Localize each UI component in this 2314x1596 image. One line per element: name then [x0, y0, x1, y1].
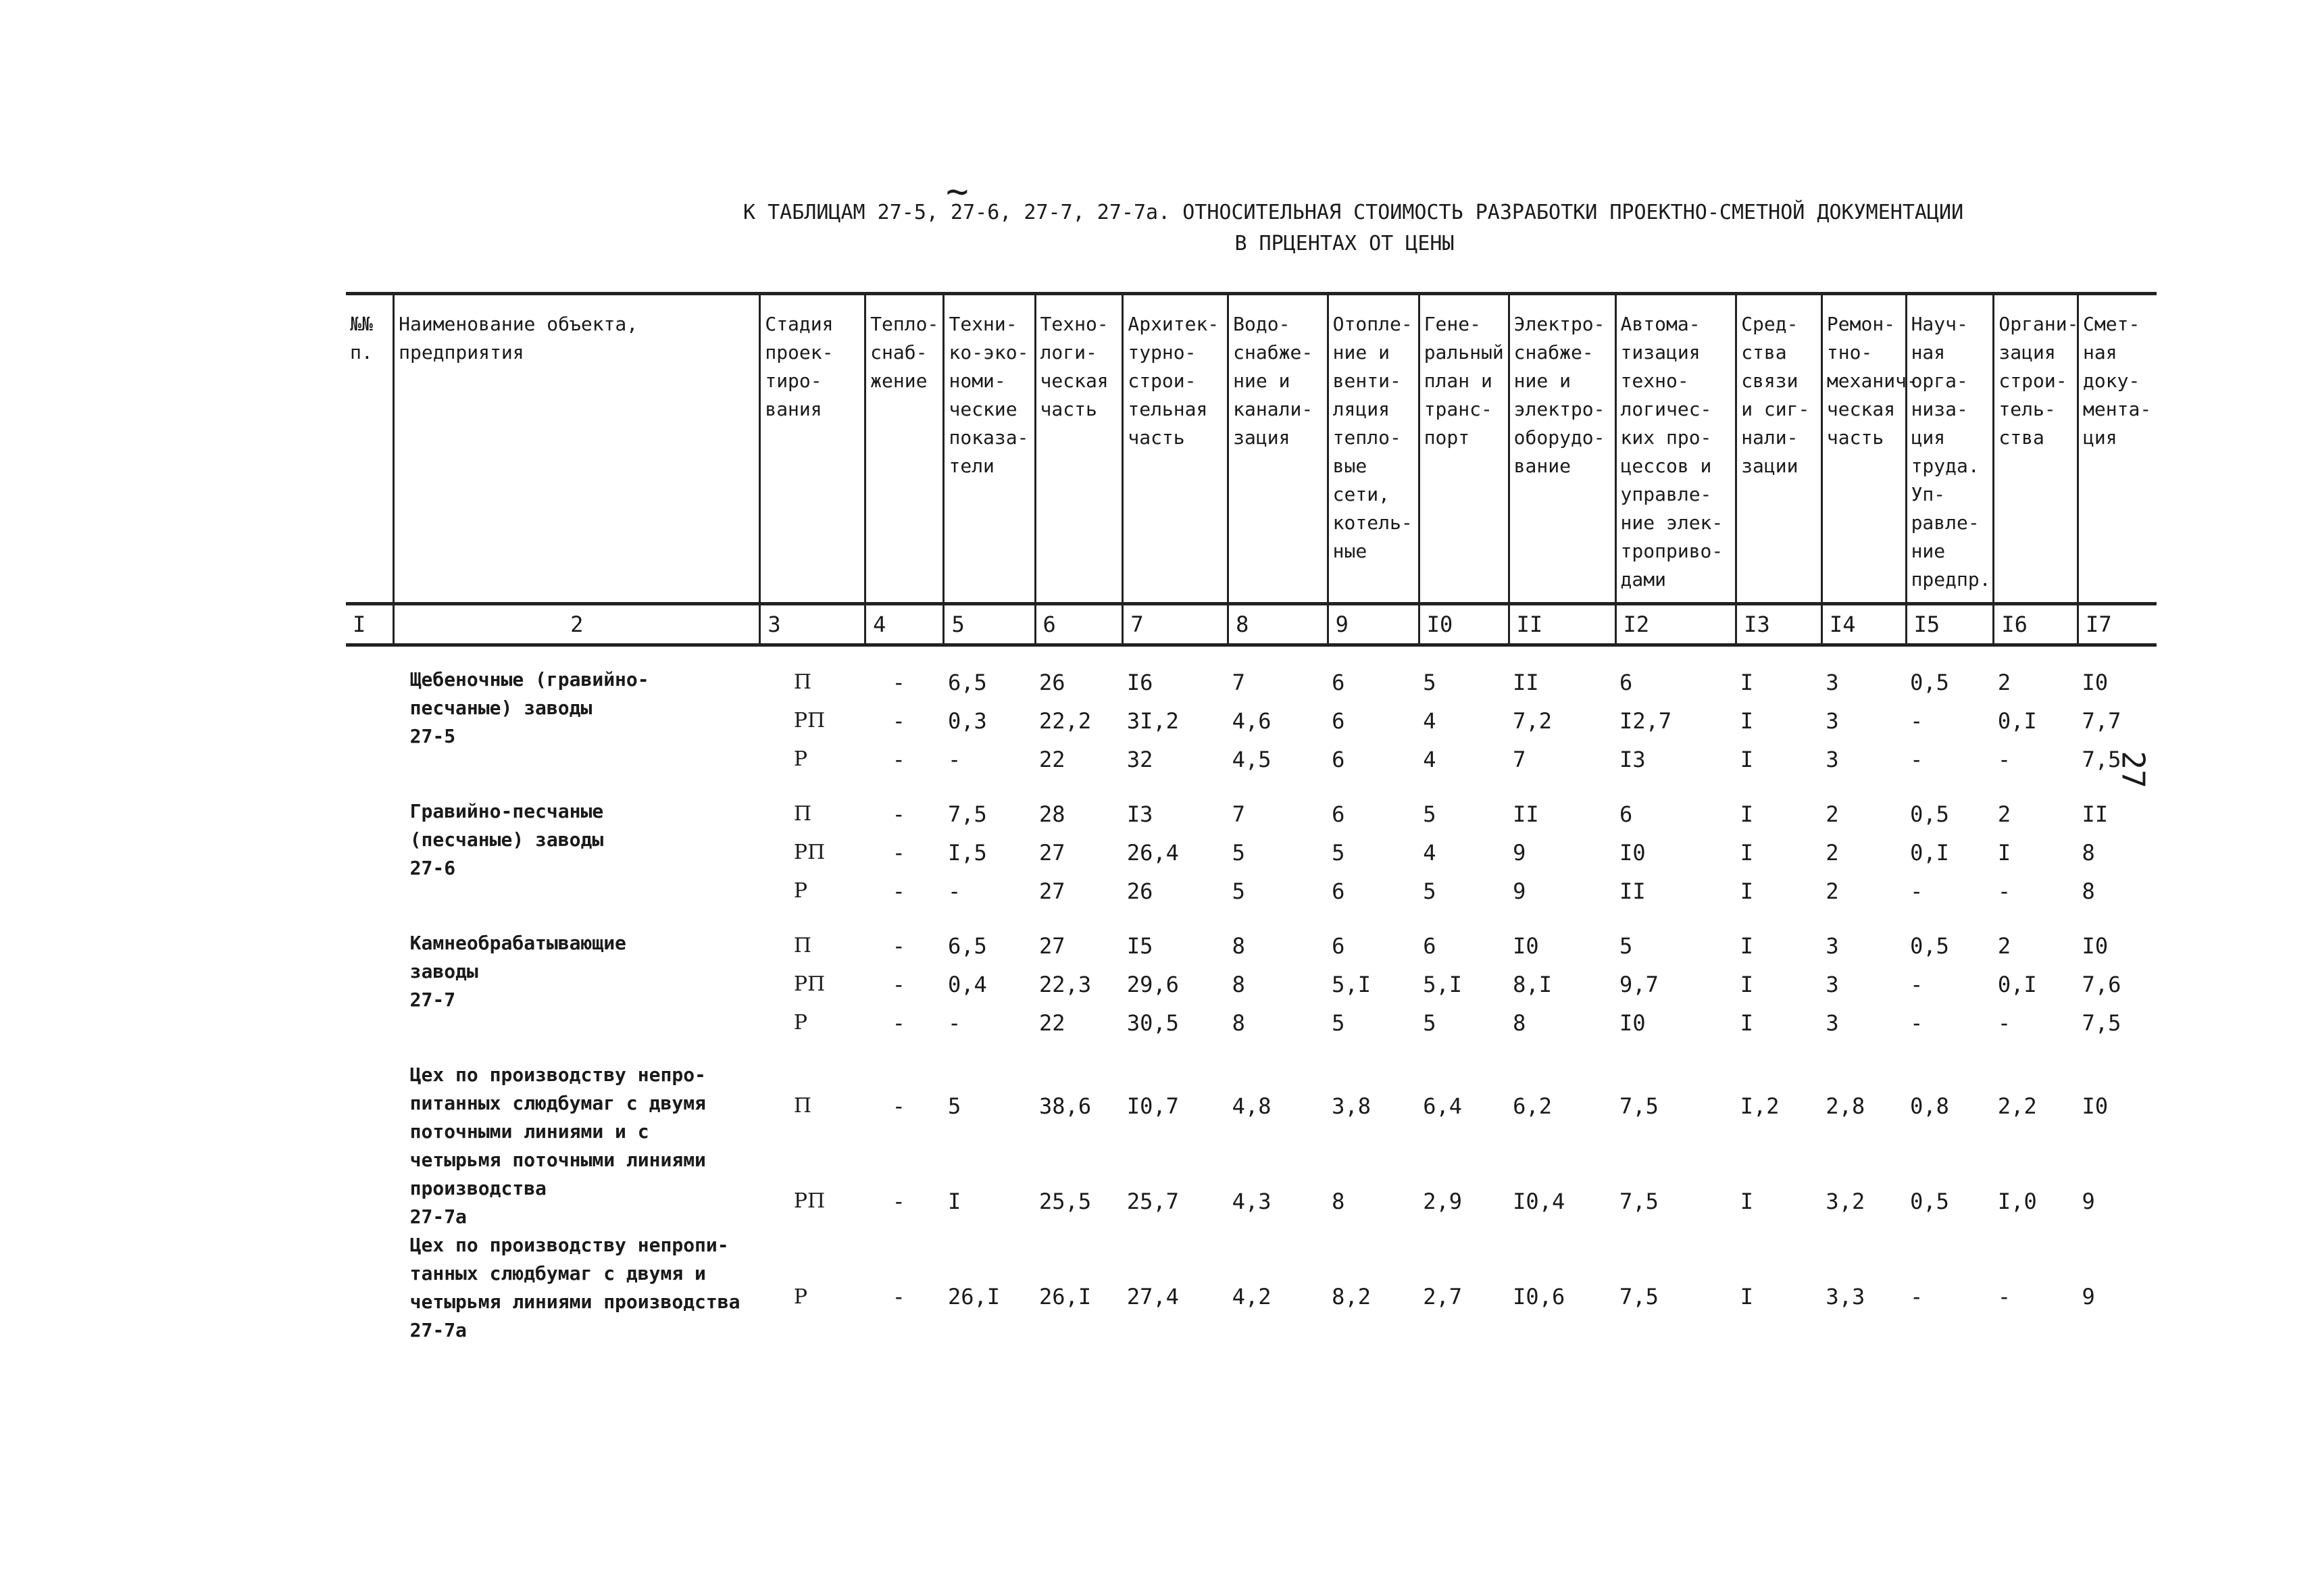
value-cell: - — [892, 669, 905, 695]
value-cell: 8 — [1232, 1009, 1245, 1036]
object-name: Щебеночные (гравийно- песчаные) заводы 27-5 — [409, 668, 649, 747]
value-cell: 5 — [1232, 878, 1245, 904]
value-cell: 29,6 — [1126, 971, 1179, 997]
column-number: I0 — [1419, 604, 1509, 645]
value-cell: 0,5 — [1910, 1188, 1949, 1214]
value-cell: 5 — [1423, 801, 1436, 827]
value-cell: I,5 — [947, 839, 987, 866]
value-cell: II — [2082, 801, 2109, 827]
value-cell: I — [1740, 801, 1753, 827]
column-number: I4 — [1821, 604, 1906, 645]
value-cell: I — [1740, 669, 1753, 695]
column-header: Гене- ральный план и транс- порт — [1419, 294, 1509, 604]
value-cell: I0,7 — [1126, 1093, 1179, 1119]
value-cell: 3 — [1826, 971, 1839, 997]
value-cell: 2 — [1826, 801, 1839, 827]
value-cell: 2 — [1997, 932, 2011, 959]
value-cell: 0,4 — [947, 971, 987, 997]
value-cell: - — [892, 746, 905, 772]
table-row — [346, 663, 2157, 701]
value-cell: 6 — [1423, 932, 1436, 959]
value-cell: 4 — [1423, 839, 1436, 866]
stage-cell: РП — [793, 1189, 826, 1214]
value-cell: - — [1910, 971, 1923, 997]
stage-cell: П — [793, 670, 812, 694]
value-cell: 27 — [1039, 932, 1065, 959]
value-cell: 0,8 — [1910, 1093, 1949, 1119]
value-cell: 7,5 — [2082, 746, 2121, 772]
stage-cell: РП — [793, 709, 826, 732]
value-cell: 26 — [1126, 878, 1153, 904]
value-cell: I3 — [1126, 801, 1153, 827]
value-cell: 3 — [1826, 746, 1839, 772]
value-cell: - — [1910, 1284, 1923, 1310]
value-cell: 0,I — [1997, 971, 2037, 997]
stage-cell: П — [793, 934, 812, 957]
value-cell: I0 — [1513, 932, 1539, 959]
value-cell: - — [947, 746, 961, 772]
value-cell: 6 — [1619, 669, 1633, 695]
table-row — [346, 926, 2157, 965]
header-row — [346, 294, 2157, 604]
value-cell: 6,5 — [947, 932, 987, 959]
value-cell: 38,6 — [1039, 1093, 1092, 1119]
column-header: Электро- снабже- ние и электро- оборудо- вание — [1509, 294, 1615, 604]
value-cell: 5 — [1423, 1009, 1436, 1036]
value-cell: 26,I — [1039, 1284, 1092, 1310]
value-cell: 6 — [1332, 746, 1345, 772]
value-cell: 6,4 — [1423, 1093, 1462, 1119]
value-cell: - — [892, 878, 905, 904]
column-number-row — [346, 604, 2157, 645]
value-cell: I0 — [1619, 839, 1646, 866]
value-cell: I — [1740, 971, 1753, 997]
column-number: I7 — [2078, 604, 2157, 645]
value-cell: I2,7 — [1619, 707, 1672, 734]
value-cell: 5 — [1423, 878, 1436, 904]
column-header: Техно- логи- ческая часть — [1035, 294, 1123, 604]
value-cell: 5 — [947, 1093, 961, 1119]
value-cell: I6 — [1126, 669, 1153, 695]
value-cell: 8,I — [1513, 971, 1552, 997]
value-cell: 26,4 — [1126, 839, 1179, 866]
page-title — [743, 197, 1964, 259]
column-number: 4 — [865, 604, 944, 645]
value-cell: 7 — [1232, 669, 1245, 695]
stage-cell: Р — [793, 747, 808, 771]
value-cell: 7,5 — [947, 801, 987, 827]
column-header: Водо- снабже- ние и канали- зация — [1228, 294, 1328, 604]
value-cell: I0 — [1619, 1009, 1646, 1036]
value-cell: 4,6 — [1232, 707, 1272, 734]
value-cell: II — [1513, 801, 1539, 827]
value-cell: 22 — [1039, 1009, 1065, 1036]
column-header: Ремон- тно- механич- ческая часть — [1821, 294, 1906, 604]
column-number: 2 — [394, 604, 760, 645]
value-cell: - — [892, 971, 905, 997]
value-cell: I0,6 — [1513, 1284, 1565, 1310]
value-cell: 0,5 — [1910, 669, 1949, 695]
value-cell: 8 — [1232, 932, 1245, 959]
value-cell: I — [947, 1188, 961, 1214]
value-cell: 26,I — [947, 1284, 1001, 1310]
value-cell: - — [892, 1188, 905, 1214]
stage-cell: П — [793, 1094, 812, 1118]
value-cell: 8 — [1332, 1188, 1345, 1214]
column-number: 6 — [1035, 604, 1123, 645]
value-cell: 5 — [1619, 932, 1633, 959]
value-cell: 8 — [2082, 878, 2095, 904]
value-cell: 2,2 — [1997, 1093, 2037, 1119]
value-cell: 3,3 — [1826, 1284, 1865, 1310]
value-cell: - — [892, 801, 905, 827]
value-cell: I0 — [2082, 1093, 2109, 1119]
value-cell: 6,2 — [1513, 1093, 1552, 1119]
value-cell: 5 — [1332, 839, 1345, 866]
table-row — [346, 795, 2157, 833]
value-cell: 2 — [1997, 669, 2011, 695]
column-header: Автома- тизация техно- логичес- ких про- цессов и управле- ние элек- троприво- дами — [1615, 294, 1736, 604]
column-number: I — [346, 604, 394, 645]
value-cell: 0,3 — [947, 707, 987, 734]
value-cell: - — [1997, 1284, 2011, 1310]
value-cell: - — [1910, 746, 1923, 772]
stage-cell: П — [793, 802, 812, 826]
value-cell: I — [1740, 1009, 1753, 1036]
value-cell: - — [1910, 878, 1923, 904]
value-cell: I — [1740, 932, 1753, 959]
value-cell: 2 — [1826, 878, 1839, 904]
value-cell: 0,I — [1910, 839, 1949, 866]
column-header: Сред- ства связи и сиг- нали- зации — [1736, 294, 1822, 604]
page-number: 27 — [2115, 751, 2152, 789]
value-cell: 32 — [1126, 746, 1153, 772]
value-cell: 0,5 — [1910, 932, 1949, 959]
value-cell: - — [1997, 1009, 2011, 1036]
value-cell: 6 — [1332, 801, 1345, 827]
value-cell: 8,2 — [1332, 1284, 1371, 1310]
value-cell: 28 — [1039, 801, 1065, 827]
value-cell: 3 — [1826, 1009, 1839, 1036]
value-cell: I5 — [1126, 932, 1153, 959]
column-number: I6 — [1994, 604, 2078, 645]
value-cell: 3,8 — [1332, 1093, 1371, 1119]
value-cell: I0,4 — [1513, 1188, 1565, 1214]
stage-cell: Р — [793, 879, 808, 903]
value-cell: 3 — [1826, 669, 1839, 695]
value-cell: - — [947, 1009, 961, 1036]
value-cell: I — [1740, 1284, 1753, 1310]
value-cell: 7,5 — [1619, 1093, 1659, 1119]
tilde-mark: ~ — [946, 170, 969, 214]
column-number: II — [1509, 604, 1615, 645]
value-cell: 3,2 — [1826, 1188, 1865, 1214]
value-cell: 3I,2 — [1126, 707, 1179, 734]
value-cell: - — [892, 839, 905, 866]
value-cell: 4,2 — [1232, 1284, 1272, 1310]
row-index-cell — [346, 1058, 394, 1153]
value-cell: 2 — [1997, 801, 2011, 827]
stage-cell: РП — [793, 841, 826, 864]
column-number: 8 — [1228, 604, 1328, 645]
value-cell: I0 — [2082, 669, 2109, 695]
value-cell: 6 — [1332, 669, 1345, 695]
column-number: I5 — [1906, 604, 1994, 645]
value-cell: 4,8 — [1232, 1093, 1272, 1119]
value-cell: 22,3 — [1039, 971, 1092, 997]
value-cell: 5,I — [1332, 971, 1371, 997]
value-cell: 22 — [1039, 746, 1065, 772]
value-cell: 7,5 — [2082, 1009, 2121, 1036]
object-name: Цех по производству непро- питанных слюдбумаг с двумя поточными линиями и с четырьмя поточными линиями производства 27-7а Цех по производству непропи- танных слюдбумаг с двумя и четырьмя линиями производства 27-7а — [409, 1064, 740, 1341]
value-cell: - — [892, 1093, 905, 1119]
value-cell: I — [1997, 839, 2011, 866]
column-number: I2 — [1615, 604, 1736, 645]
row-index-cell — [346, 1153, 394, 1249]
value-cell: I — [1740, 878, 1753, 904]
row-index-cell — [346, 740, 394, 778]
value-cell: I — [1740, 746, 1753, 772]
row-index-cell — [346, 833, 394, 872]
row-index-cell — [346, 965, 394, 1003]
value-cell: - — [1910, 707, 1923, 734]
row-index-cell — [346, 1249, 394, 1345]
value-cell: 6 — [1332, 878, 1345, 904]
value-cell: 27 — [1039, 839, 1065, 866]
row-index-cell — [346, 701, 394, 740]
value-cell: 26 — [1039, 669, 1065, 695]
title-line-1: К ТАБЛИЦАМ 27-5, 27-6, 27-7, 27-7а. ОТНОСИТЕЛЬНАЯ СТОИМОСТЬ РАЗРАБОТКИ ПРОЕКТНО-СМЕТНОЙ ДОКУМЕНТАЦИИ — [743, 201, 1964, 224]
value-cell: 25,5 — [1039, 1188, 1092, 1214]
object-name: Камнеобрабатывающие заводы 27-7 — [409, 932, 626, 1011]
value-cell: - — [892, 932, 905, 959]
value-cell: 9,7 — [1619, 971, 1659, 997]
column-header: Органи- зация строи- тель- ства — [1994, 294, 2078, 604]
value-cell: - — [1997, 746, 2011, 772]
value-cell: 0,I — [1997, 707, 2037, 734]
value-cell: 2 — [1826, 839, 1839, 866]
column-number: I3 — [1736, 604, 1822, 645]
value-cell: 2,9 — [1423, 1188, 1462, 1214]
row-index-cell — [346, 663, 394, 701]
value-cell: - — [892, 707, 905, 734]
stage-cell: Р — [793, 1285, 808, 1309]
value-cell: 2,8 — [1826, 1093, 1865, 1119]
value-cell: I — [1740, 1188, 1753, 1214]
value-cell: 7,6 — [2082, 971, 2121, 997]
value-cell: II — [1513, 669, 1539, 695]
value-cell: - — [947, 878, 961, 904]
value-cell: 3 — [1826, 932, 1839, 959]
column-header: Отопле- ние и венти- ляция тепло- вые сети, котель- ные — [1328, 294, 1419, 604]
value-cell: 6 — [1619, 801, 1633, 827]
value-cell: 22,2 — [1039, 707, 1092, 734]
column-header: Техни- ко-эко- номи- ческие показа- тели — [944, 294, 1035, 604]
column-number: 5 — [944, 604, 1035, 645]
value-cell: 9 — [2082, 1188, 2095, 1214]
table-body — [346, 645, 2157, 1345]
value-cell: I0 — [2082, 932, 2109, 959]
row-index-cell — [346, 795, 394, 833]
value-cell: 8 — [1232, 971, 1245, 997]
table-row — [346, 1058, 2157, 1153]
value-cell: 3 — [1826, 707, 1839, 734]
value-cell: 0,5 — [1910, 801, 1949, 827]
column-number: 9 — [1328, 604, 1419, 645]
value-cell: 7 — [1232, 801, 1245, 827]
column-header: Наименование объекта, предприятия — [394, 294, 760, 604]
value-cell: 4 — [1423, 707, 1436, 734]
value-cell: II — [1619, 878, 1646, 904]
value-cell: - — [1910, 1009, 1923, 1036]
value-cell: 5 — [1423, 669, 1436, 695]
value-cell: 9 — [2082, 1284, 2095, 1310]
value-cell: 8 — [2082, 839, 2095, 866]
column-header: Тепло- снаб- жение — [865, 294, 944, 604]
value-cell: 25,7 — [1126, 1188, 1179, 1214]
value-cell: I3 — [1619, 746, 1646, 772]
column-header: Смет- ная доку- мента- ция — [2078, 294, 2157, 604]
value-cell: 7,5 — [1619, 1284, 1659, 1310]
value-cell: 27 — [1039, 878, 1065, 904]
title-line-2: В ПРЦЕНТАХ ОТ ЦЕНЫ — [1234, 232, 1455, 255]
value-cell: 6,5 — [947, 669, 987, 695]
row-index-cell — [346, 872, 394, 910]
value-cell: 6 — [1332, 707, 1345, 734]
value-cell: 27,4 — [1126, 1284, 1179, 1310]
value-cell: I,2 — [1740, 1093, 1780, 1119]
column-header: №№ п. — [346, 294, 394, 604]
value-cell: - — [892, 1284, 905, 1310]
column-number: 3 — [760, 604, 865, 645]
object-name: Гравийно-песчаные (песчаные) заводы 27-6 — [409, 800, 604, 879]
value-cell: 5,I — [1423, 971, 1462, 997]
value-cell: 7 — [1513, 746, 1526, 772]
column-header: Науч- ная орга- низа- ция труда. Уп- равле- ние предпр. — [1906, 294, 1994, 604]
column-number: 7 — [1123, 604, 1228, 645]
cost-table — [346, 292, 2157, 1345]
value-cell: 30,5 — [1126, 1009, 1179, 1036]
value-cell: 4 — [1423, 746, 1436, 772]
value-cell: 4,5 — [1232, 746, 1272, 772]
value-cell: - — [1997, 878, 2011, 904]
row-index-cell — [346, 926, 394, 965]
value-cell: 6 — [1332, 932, 1345, 959]
value-cell: 9 — [1513, 878, 1526, 904]
column-header: Стадия проек- тиро- вания — [760, 294, 865, 604]
value-cell: 5 — [1232, 839, 1245, 866]
value-cell: 7,2 — [1513, 707, 1552, 734]
value-cell: I — [1740, 707, 1753, 734]
stage-cell: Р — [793, 1011, 808, 1034]
value-cell: I — [1740, 839, 1753, 866]
value-cell: - — [892, 1009, 905, 1036]
value-cell: 9 — [1513, 839, 1526, 866]
stage-cell: РП — [793, 972, 826, 996]
value-cell: 7,7 — [2082, 707, 2121, 734]
column-header: Архитек- турно- строи- тельная часть — [1123, 294, 1228, 604]
value-cell: 8 — [1513, 1009, 1526, 1036]
row-index-cell — [346, 1003, 394, 1042]
value-cell: 5 — [1332, 1009, 1345, 1036]
value-cell: 2,7 — [1423, 1284, 1462, 1310]
value-cell: 4,3 — [1232, 1188, 1272, 1214]
value-cell: I,0 — [1997, 1188, 2037, 1214]
value-cell: 7,5 — [1619, 1188, 1659, 1214]
